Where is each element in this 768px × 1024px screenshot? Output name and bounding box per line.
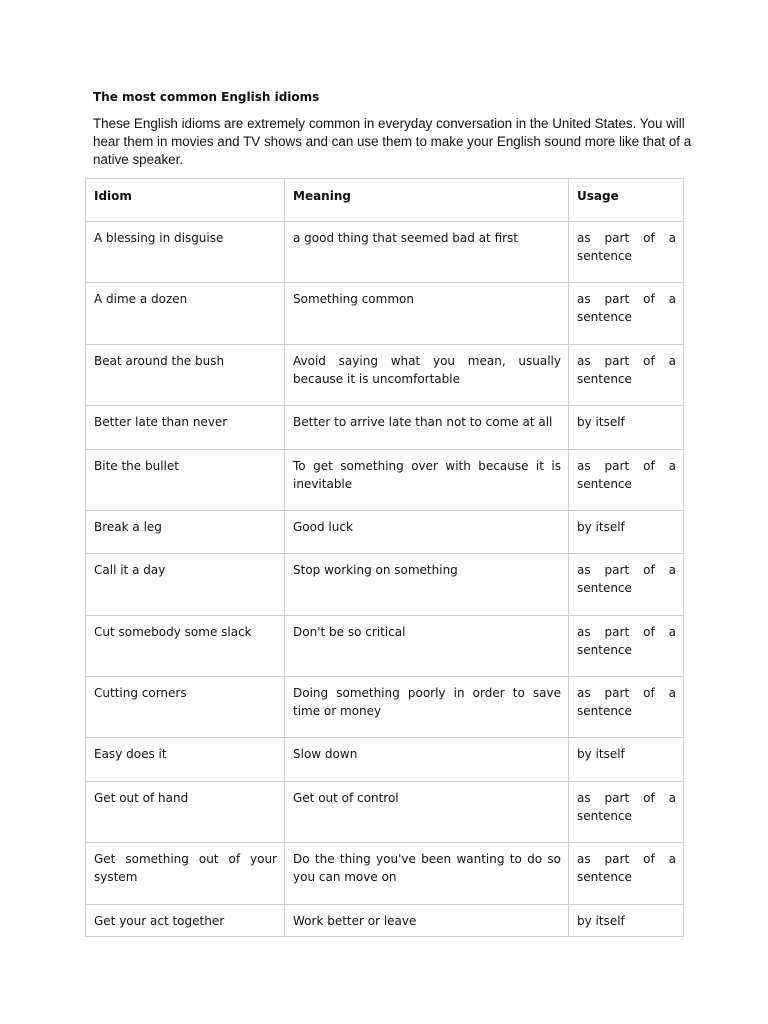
idiom-text: Bite the bullet bbox=[94, 459, 179, 473]
table-row bbox=[86, 843, 684, 905]
cell-idiom bbox=[86, 406, 285, 450]
cell-usage bbox=[569, 905, 684, 937]
usage-text: as part of a sentence bbox=[577, 563, 676, 595]
meaning-text: Better to arrive late than not to come at all bbox=[293, 415, 553, 429]
cell-usage bbox=[569, 406, 684, 450]
idiom-text: Cutting corners bbox=[94, 686, 187, 700]
idiom-text: Beat around the bush bbox=[94, 354, 225, 368]
meaning-text: Avoid saying what you mean, usually because it is uncomfortable bbox=[293, 354, 561, 386]
header-idiom: Idiom bbox=[86, 179, 285, 222]
meaning-text: a good thing that seemed bad at first bbox=[293, 231, 519, 245]
meaning-text: Work better or leave bbox=[293, 914, 417, 928]
cell-idiom bbox=[86, 905, 285, 937]
idiom-text: Call it a day bbox=[94, 563, 166, 577]
usage-text: by itself bbox=[577, 747, 625, 761]
meaning-text: Doing something poorly in order to save time or money bbox=[293, 686, 561, 718]
cell-meaning bbox=[285, 677, 569, 738]
idiom-text: Get your act together bbox=[94, 914, 225, 928]
meaning-text: Stop working on something bbox=[293, 563, 458, 577]
cell-meaning bbox=[285, 283, 569, 345]
cell-idiom bbox=[86, 782, 285, 843]
cell-meaning bbox=[285, 843, 569, 905]
header-meaning: Meaning bbox=[285, 179, 569, 222]
table-row bbox=[86, 738, 684, 782]
cell-idiom bbox=[86, 843, 285, 905]
cell-idiom bbox=[86, 345, 285, 406]
idiom-text: Easy does it bbox=[94, 747, 167, 761]
idiom-text: A blessing in disguise bbox=[94, 231, 224, 245]
cell-usage bbox=[569, 450, 684, 511]
cell-meaning bbox=[285, 738, 569, 782]
meaning-text: Good luck bbox=[293, 520, 353, 534]
header-usage: Usage bbox=[569, 179, 684, 222]
intro-line: native speaker. bbox=[93, 152, 184, 167]
cell-idiom bbox=[86, 283, 285, 345]
usage-text: as part of a sentence bbox=[577, 354, 676, 386]
usage-text: as part of a sentence bbox=[577, 791, 676, 823]
table-row bbox=[86, 450, 684, 511]
usage-text: as part of a sentence bbox=[577, 459, 676, 491]
cell-meaning bbox=[285, 345, 569, 406]
cell-idiom bbox=[86, 554, 285, 616]
meaning-text: Something common bbox=[293, 292, 414, 306]
cell-meaning bbox=[285, 616, 569, 677]
usage-text: as part of a sentence bbox=[577, 231, 676, 263]
usage-text: as part of a sentence bbox=[577, 686, 676, 718]
idiom-text: A dime a dozen bbox=[94, 292, 188, 306]
usage-text: by itself bbox=[577, 520, 625, 534]
cell-idiom bbox=[86, 511, 285, 554]
document-title: The most common English idioms bbox=[93, 90, 320, 104]
table-row bbox=[86, 554, 684, 616]
meaning-text: Slow down bbox=[293, 747, 358, 761]
meaning-text: Do the thing you've been wanting to do so you can move on bbox=[293, 852, 561, 884]
cell-meaning bbox=[285, 782, 569, 843]
usage-text: by itself bbox=[577, 415, 625, 429]
cell-meaning bbox=[285, 511, 569, 554]
intro-paragraph bbox=[93, 115, 692, 169]
intro-line: hear them in movies and TV shows and can use them to make your English sound more like that of a bbox=[93, 134, 692, 149]
idiom-text: Get out of hand bbox=[94, 791, 189, 805]
cell-idiom bbox=[86, 450, 285, 511]
cell-usage bbox=[569, 345, 684, 406]
cell-usage bbox=[569, 616, 684, 677]
cell-usage bbox=[569, 283, 684, 345]
table-row bbox=[86, 511, 684, 554]
cell-meaning bbox=[285, 222, 569, 283]
cell-usage bbox=[569, 554, 684, 616]
cell-usage bbox=[569, 782, 684, 843]
intro-line: These English idioms are extremely common in everyday conversation in the United States. You will bbox=[93, 116, 685, 131]
table-row bbox=[86, 345, 684, 406]
cell-meaning bbox=[285, 450, 569, 511]
table-body bbox=[86, 222, 684, 937]
table-row bbox=[86, 406, 684, 450]
meaning-text: To get something over with because it is inevitable bbox=[293, 459, 561, 491]
cell-meaning bbox=[285, 406, 569, 450]
meaning-text: Get out of control bbox=[293, 791, 399, 805]
cell-usage bbox=[569, 511, 684, 554]
cell-meaning bbox=[285, 905, 569, 937]
cell-usage bbox=[569, 222, 684, 283]
idiom-text: Break a leg bbox=[94, 520, 162, 534]
idiom-text: Cut somebody some slack bbox=[94, 625, 252, 639]
table-row bbox=[86, 677, 684, 738]
idioms-table bbox=[85, 178, 684, 937]
usage-text: as part of a sentence bbox=[577, 625, 676, 657]
cell-idiom bbox=[86, 677, 285, 738]
usage-text: as part of a sentence bbox=[577, 852, 676, 884]
table-header-row bbox=[86, 179, 684, 222]
usage-text: by itself bbox=[577, 914, 625, 928]
cell-idiom bbox=[86, 738, 285, 782]
cell-usage bbox=[569, 843, 684, 905]
idiom-text: Get something out of your system bbox=[94, 852, 277, 884]
cell-meaning bbox=[285, 554, 569, 616]
table-row bbox=[86, 616, 684, 677]
cell-idiom bbox=[86, 222, 285, 283]
cell-usage bbox=[569, 677, 684, 738]
table-row bbox=[86, 905, 684, 937]
meaning-text: Don't be so critical bbox=[293, 625, 406, 639]
cell-usage bbox=[569, 738, 684, 782]
idiom-text: Better late than never bbox=[94, 415, 228, 429]
cell-idiom bbox=[86, 616, 285, 677]
table-row bbox=[86, 283, 684, 345]
usage-text: as part of a sentence bbox=[577, 292, 676, 324]
table-row bbox=[86, 782, 684, 843]
table-row bbox=[86, 222, 684, 283]
